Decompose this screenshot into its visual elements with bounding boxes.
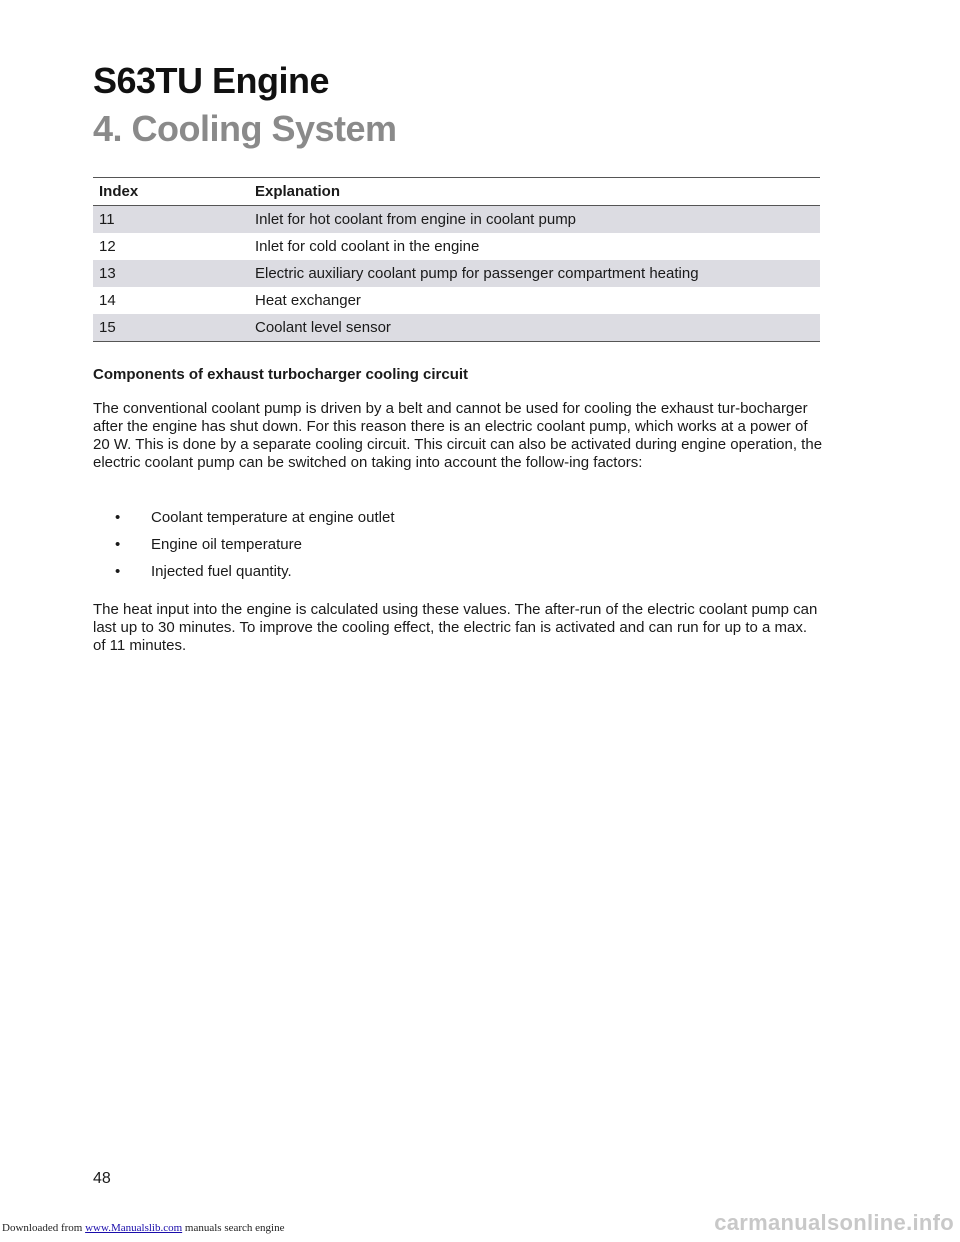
table-row — [93, 260, 820, 287]
table-row — [93, 287, 820, 314]
footer-suffix: manuals search engine — [182, 1222, 285, 1234]
download-footer — [2, 1222, 284, 1234]
bullet-icon: • — [115, 509, 121, 526]
row-explanation: Inlet for hot coolant from engine in coolant pump — [249, 206, 820, 234]
row-explanation: Electric auxiliary coolant pump for passenger compartment heating — [249, 260, 820, 287]
column-header-explanation: Explanation — [249, 178, 820, 206]
list-item — [93, 536, 395, 563]
manualslib-link[interactable]: www.Manualslib.com — [85, 1222, 183, 1234]
row-index: 15 — [93, 314, 249, 342]
list-item — [93, 563, 395, 590]
section-title: 4. Cooling System — [93, 108, 397, 149]
footer-prefix: Downloaded from — [2, 1222, 86, 1234]
page-number: 48 — [93, 1170, 111, 1187]
row-explanation: Coolant level sensor — [249, 314, 820, 342]
body-paragraph: The heat input into the engine is calculated using these values. The after-run of the electric coolant pump can last up to 30 minutes. To improve the cooling effect, the electric fan is activated and can run for up to a max. of 11 minutes. — [93, 601, 818, 654]
subsection-heading: Components of exhaust turbocharger cooling circuit — [93, 366, 469, 383]
table-row — [93, 206, 820, 234]
bullet-icon: • — [115, 536, 121, 553]
row-index: 14 — [99, 292, 116, 309]
list-item-text: Coolant temperature at engine outlet — [151, 509, 395, 526]
row-explanation: Heat exchanger — [255, 292, 361, 309]
list-item — [93, 509, 395, 536]
index-table — [93, 177, 820, 342]
row-index: 13 — [93, 260, 249, 287]
row-index: 12 — [99, 238, 116, 255]
row-explanation: Inlet for cold coolant in the engine — [255, 238, 480, 255]
table-header-row — [93, 178, 820, 206]
watermark: carmanualsonline.info — [714, 1210, 954, 1235]
table-row — [93, 314, 820, 342]
list-item-text: Injected fuel quantity. — [151, 563, 292, 580]
table-row — [93, 233, 820, 260]
bullet-icon: • — [115, 563, 121, 580]
body-paragraph: The conventional coolant pump is driven by a belt and cannot be used for cooling the exhaust tur-bocharger after the engine has shut down. For this reason there is an electric coolant pump, which works at a power of 20 W. This is done by a separate cooling circuit. This circuit can also be activated during engine operation, the electric coolant pump can be switched on taking into account the follow-ing factors: — [93, 400, 823, 471]
factor-list — [93, 509, 395, 590]
column-header-index: Index — [93, 178, 249, 206]
page-title: S63TU Engine — [93, 60, 330, 101]
list-item-text: Engine oil temperature — [151, 536, 302, 553]
row-index: 11 — [93, 206, 249, 234]
